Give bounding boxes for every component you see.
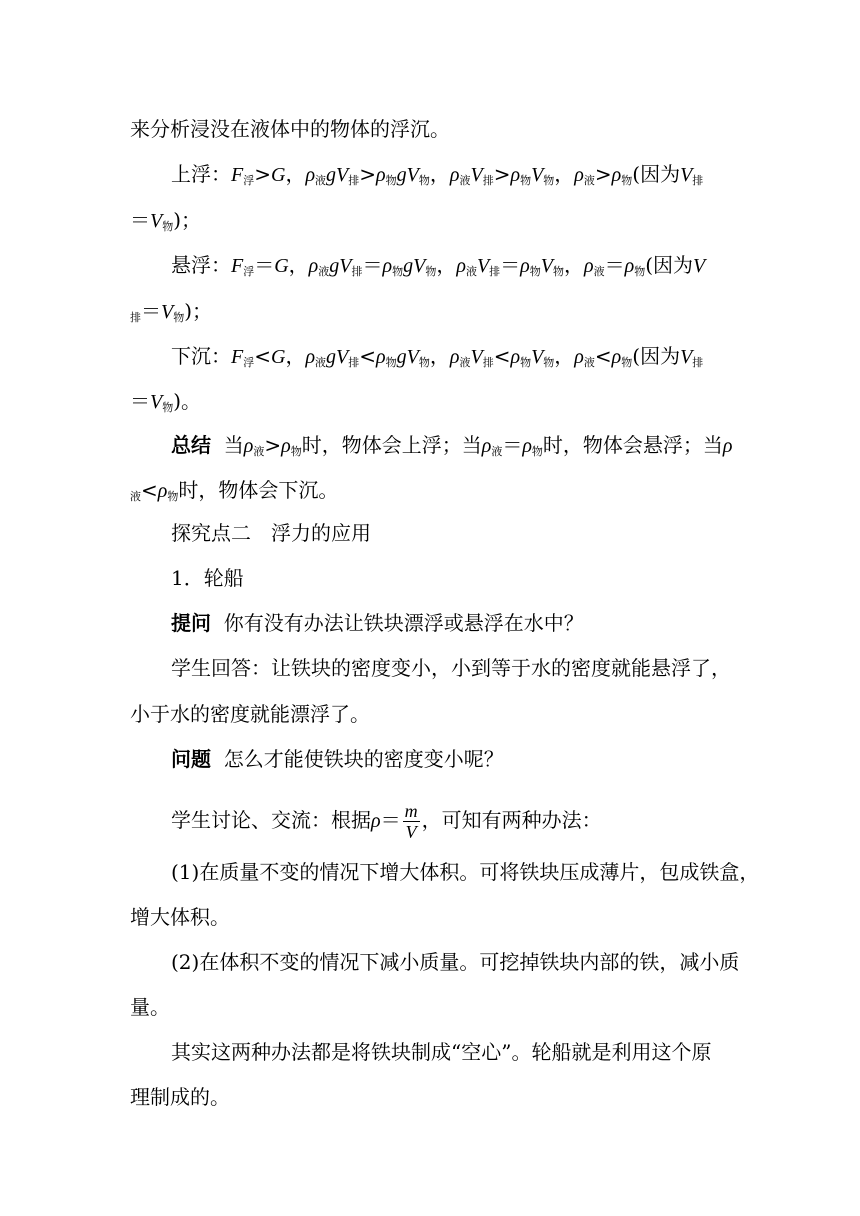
problem-line: 问题 怎么才能使铁块的密度变小呢？ (171, 747, 504, 771)
method-1-line: (1)在质量不变的情况下增大体积。可将铁块压成薄片，包成铁盒， (171, 860, 760, 884)
answer-line: 学生回答：让铁块的密度变小，小到等于水的密度就能悬浮了， (171, 656, 731, 680)
method-2-line-cont: 量。 (130, 995, 170, 1019)
summary-line-cont: 液<ρ物时，物体会下沉。 (130, 478, 339, 503)
summary-line: 总结 当ρ液>ρ物时，物体会上浮；当ρ液＝ρ物时，物体会悬浮；当ρ (171, 433, 733, 458)
section-heading: 探究点二 浮力的应用 (171, 521, 371, 545)
sink-condition-line: 下沉：F浮<G，ρ液gV排<ρ物gV物，ρ液V排<ρ物V物，ρ液<ρ物(因为V排 (171, 344, 704, 369)
question-line: 提问 你有没有办法让铁块漂浮或悬浮在水中？ (171, 611, 584, 635)
method-1-line-cont: 增大体积。 (130, 905, 230, 929)
sink-condition-line-cont: ＝V物)。 (130, 389, 202, 414)
float-condition-line: 上浮：F浮>G，ρ液gV排>ρ物gV物，ρ液V排>ρ物V物，ρ液>ρ物(因为V排 (171, 162, 704, 187)
float-condition-line-cont: ＝V物)； (130, 208, 202, 233)
suspend-condition-line: 悬浮：F浮＝G，ρ液gV排＝ρ物gV物，ρ液V排＝ρ物V物，ρ液＝ρ物(因为V (171, 253, 706, 278)
density-formula: $\frac{m}{V}$ (404, 801, 418, 842)
text-line: 来分析浸没在液体中的物体的浮沉。 (130, 117, 450, 141)
answer-line-cont: 小于水的密度就能漂浮了。 (130, 702, 370, 726)
conclusion-line: 其实这两种办法都是将铁块制成“空心”。轮船就是利用这个原 (171, 1040, 712, 1064)
discussion-line: 学生讨论、交流：根据ρ＝ $\frac{m}{V}$ ，可知有两种办法： (171, 801, 602, 842)
conclusion-line-cont: 理制成的。 (130, 1085, 230, 1109)
suspend-condition-line-cont: 排＝V物)； (130, 299, 213, 324)
item-heading: 1．轮船 (171, 566, 244, 590)
method-2-line: (2)在体积不变的情况下减小质量。可挖掉铁块内部的铁，减小质 (171, 950, 740, 974)
